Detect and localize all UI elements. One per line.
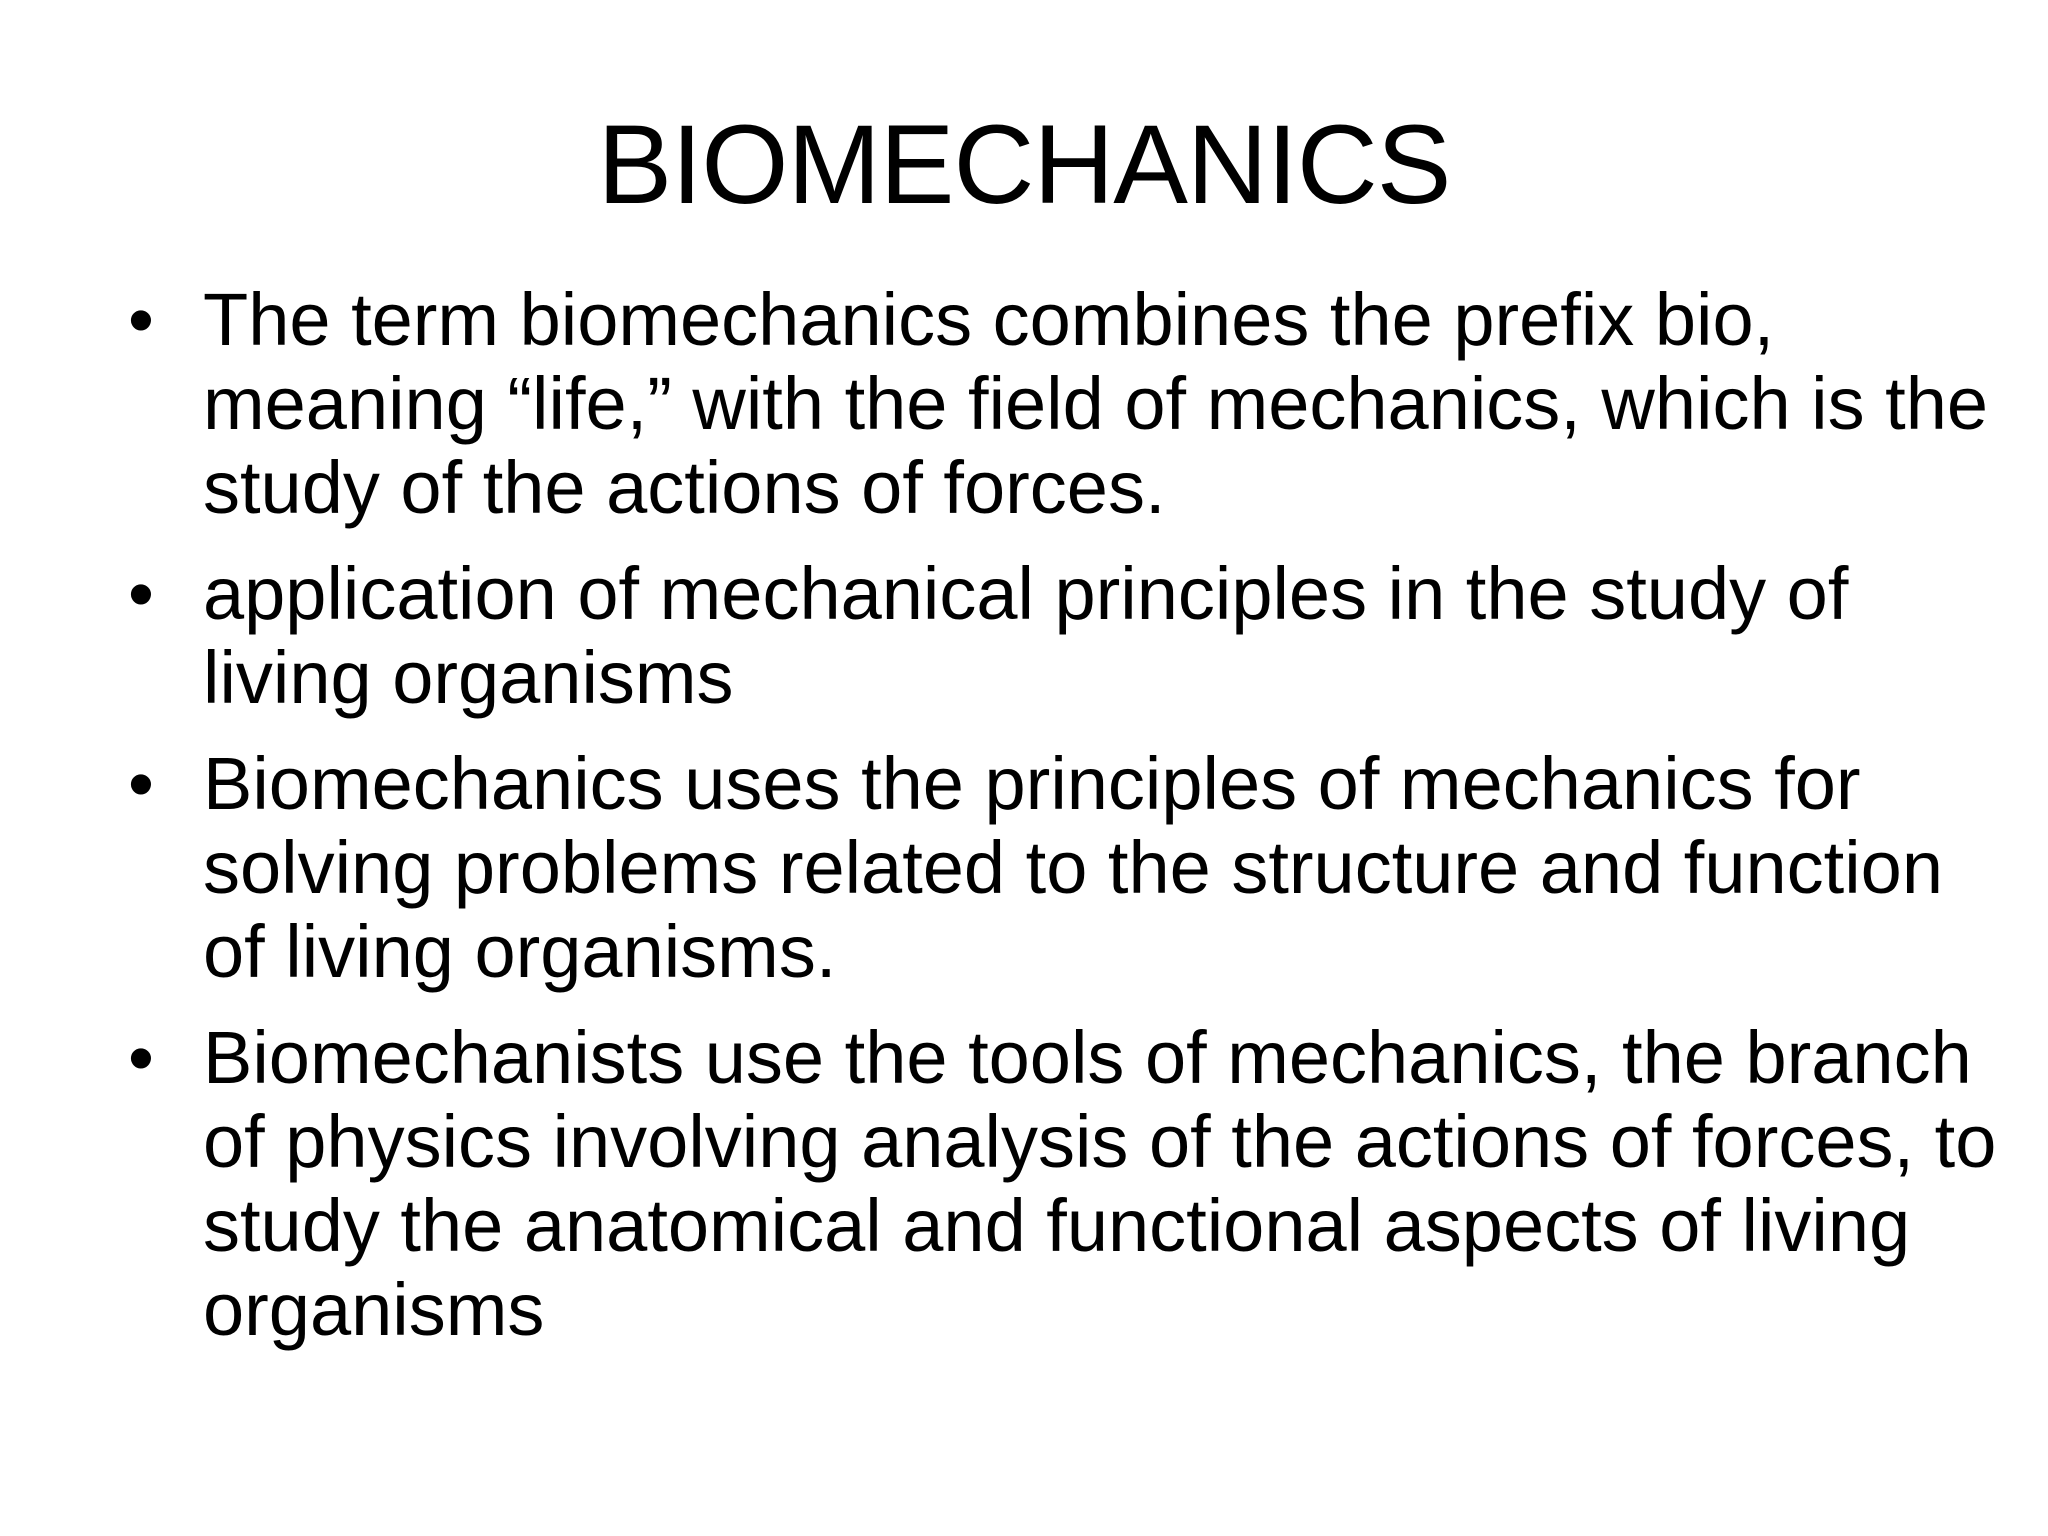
bullet-icon: •: [128, 1016, 154, 1099]
bullet-icon: •: [128, 742, 154, 825]
bullet-item: [118, 1016, 2023, 1352]
bullet-icon: •: [128, 278, 154, 361]
bullet-item: [118, 742, 2023, 994]
bullet-text: Biomechanists use the tools of mechanics, the branch of physics involving analysis of the actions of forces, to study the anatomical and functional aspects of living organisms: [203, 1016, 1997, 1351]
bullet-list: [118, 278, 2023, 1374]
bullet-icon: •: [128, 552, 154, 635]
bullet-item: [118, 552, 2023, 720]
bullet-text: Biomechanics uses the principles of mechanics for solving problems related to the structure and function of living organisms.: [203, 742, 1943, 993]
bullet-item: [118, 278, 2023, 530]
bullet-text: The term biomechanics combines the prefix bio, meaning “life,” with the field of mechanics, which is the study of the actions of forces.: [203, 278, 1989, 529]
bullet-text: application of mechanical principles in the study of living organisms: [203, 552, 1849, 719]
slide-title: BIOMECHANICS: [597, 102, 1451, 227]
